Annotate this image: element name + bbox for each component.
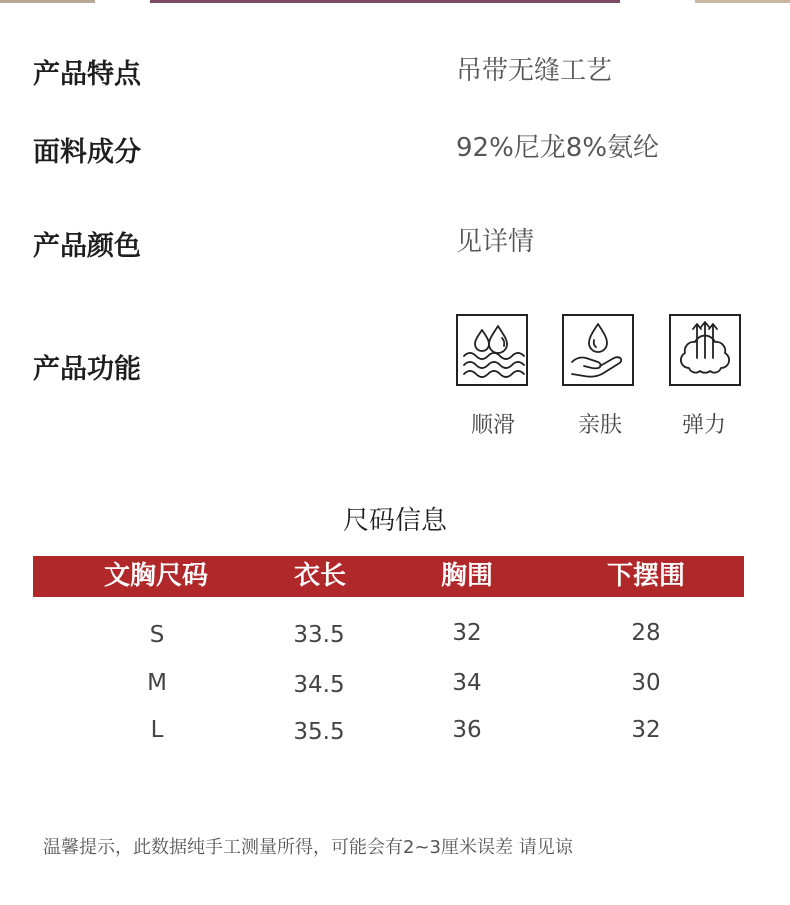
attr-label-color: 产品颜色 xyxy=(33,231,141,262)
function-label-smooth: 顺滑 xyxy=(470,413,515,438)
cell-hem: 32 xyxy=(631,717,661,743)
measurement-note: 温馨提示，此数据纯手工测量所得，可能会有2~3厘米误差 请见谅 xyxy=(43,837,573,858)
cell-size: L xyxy=(150,717,164,743)
function-label-elastic: 弹力 xyxy=(681,413,726,438)
attr-value-feature: 吊带无缝工艺 xyxy=(456,56,613,86)
header-bra-size: 文胸尺码 xyxy=(103,561,208,591)
size-table-header xyxy=(33,556,744,597)
cell-bust: 34 xyxy=(452,670,482,696)
header-hem: 下摆围 xyxy=(606,561,685,591)
cell-length: 33.5 xyxy=(293,622,345,648)
attr-value-color: 见详情 xyxy=(456,227,535,257)
cell-size: M xyxy=(147,670,167,696)
header-length: 衣长 xyxy=(293,561,346,591)
header-bust: 胸围 xyxy=(440,561,493,591)
function-label-skin: 亲肤 xyxy=(577,413,622,438)
attr-value-material: 92%尼龙8%氨纶 xyxy=(456,133,660,163)
top-photo-edge xyxy=(0,0,790,3)
cell-bust: 32 xyxy=(452,620,482,646)
attr-label-material: 面料成分 xyxy=(33,137,141,168)
cell-hem: 28 xyxy=(631,620,661,646)
cell-bust: 36 xyxy=(452,717,482,743)
cell-length: 35.5 xyxy=(293,719,345,745)
attr-label-function: 产品功能 xyxy=(33,354,141,385)
hand-water-drop-icon xyxy=(562,314,634,386)
cell-size: S xyxy=(149,622,165,648)
cloud-arrows-icon xyxy=(669,314,741,386)
size-table-title: 尺码信息 xyxy=(342,506,447,536)
attr-label-feature: 产品特点 xyxy=(33,59,141,90)
cell-length: 34.5 xyxy=(293,672,345,698)
cell-hem: 30 xyxy=(631,670,661,696)
water-drops-waves-icon xyxy=(456,314,528,386)
